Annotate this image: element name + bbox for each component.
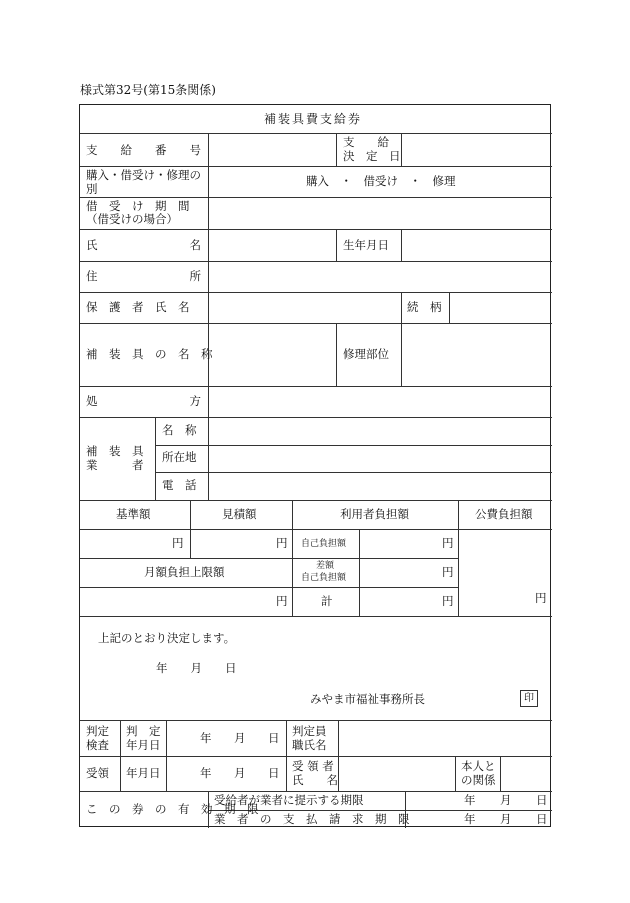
receipt-month: 月	[234, 766, 246, 780]
rule	[401, 133, 402, 166]
label-public-burden: 公費負担額	[475, 507, 533, 521]
rule	[338, 720, 339, 791]
rule	[80, 616, 552, 617]
claim-day: 日	[536, 812, 548, 826]
label-relation-to-person: 本人と	[461, 759, 496, 773]
form-title: 補装具費支給券	[264, 112, 363, 126]
rule	[80, 417, 552, 418]
estimate-amount-yen: 円	[276, 536, 288, 550]
label-judgement-date-2: 年月日	[126, 738, 161, 752]
receipt-year: 年	[200, 766, 212, 780]
label-judge-2: 職氏名	[292, 738, 327, 752]
rule	[208, 810, 552, 811]
difference-yen: 円	[442, 565, 454, 579]
receipt-day: 日	[268, 766, 280, 780]
presentation-year: 年	[464, 793, 476, 807]
label-judgement: 判定	[86, 724, 109, 738]
label-vendor-name: 名 称	[162, 423, 197, 437]
label-standard-amount: 基準額	[116, 507, 151, 521]
rule	[80, 791, 552, 792]
label-recipient: 受 領 者	[292, 759, 334, 773]
rule	[80, 529, 552, 530]
label-repair-part: 修理部位	[343, 347, 389, 361]
rule	[80, 587, 458, 588]
label-receipt: 受領	[86, 766, 109, 780]
label-purchase-type: 購入・借受け・修理の別	[86, 168, 201, 196]
rule	[286, 720, 287, 791]
rule	[80, 756, 552, 757]
public-burden-yen: 円	[535, 591, 547, 605]
rule	[401, 292, 402, 323]
label-guardian-name: 保 護 者 氏 名	[86, 300, 190, 314]
label-vendor: 補 装 具	[86, 444, 144, 458]
label-judgement-date: 判 定	[126, 724, 161, 738]
standard-amount-yen: 円	[172, 536, 184, 550]
label-device-name: 補 装 具 の 名 称	[86, 347, 213, 361]
rule	[401, 323, 402, 386]
rule	[80, 292, 552, 293]
rule	[80, 323, 552, 324]
rule	[80, 166, 552, 167]
rule	[208, 133, 209, 417]
rule	[80, 133, 552, 134]
rule	[455, 756, 456, 791]
support-voucher-form	[79, 104, 551, 827]
rule	[80, 197, 552, 198]
rule	[80, 386, 552, 387]
seal-mark: 印	[520, 690, 538, 707]
office-head: みやま市福祉事務所長	[310, 692, 425, 706]
claim-year: 年	[464, 812, 476, 826]
rule	[80, 229, 552, 230]
label-relation-to-person-2: の関係	[461, 773, 496, 787]
label-user-burden: 利用者負担額	[340, 507, 409, 521]
total-yen: 円	[442, 594, 454, 608]
rule	[336, 133, 337, 166]
judgement-day: 日	[268, 731, 280, 745]
label-recipient-2: 氏 名	[292, 773, 338, 787]
label-inspection: 検査	[86, 738, 109, 752]
judgement-year: 年	[200, 731, 212, 745]
rule	[190, 500, 191, 529]
decision-statement: 上記のとおり決定します。	[98, 631, 236, 645]
rule	[80, 558, 458, 559]
rule	[80, 261, 552, 262]
label-vendor-location: 所在地	[162, 450, 197, 464]
rule	[155, 445, 552, 446]
label-support-number: 支 給 番 号	[86, 143, 201, 157]
label-difference-self: 自己負担額	[301, 573, 347, 583]
rule	[155, 417, 156, 500]
rule	[80, 720, 552, 721]
label-estimate-amount: 見積額	[222, 507, 257, 521]
label-relationship: 続 柄	[407, 300, 442, 314]
label-receipt-date: 年月日	[126, 766, 161, 780]
label-address: 住 所	[86, 269, 201, 283]
label-rental-period-note: （借受けの場合）	[86, 212, 178, 226]
label-rental-period: 借 受 け 期 間	[86, 199, 190, 213]
presentation-day: 日	[536, 793, 548, 807]
rule	[359, 529, 360, 616]
rule	[292, 500, 293, 616]
rule	[120, 720, 121, 791]
rule	[190, 529, 191, 558]
decision-date: 年 月 日	[156, 661, 237, 675]
label-monthly-cap: 月額負担上限額	[144, 565, 225, 579]
label-self-burden: 自己負担額	[301, 539, 347, 549]
label-vendor-2: 業 者	[86, 458, 144, 472]
rule	[208, 417, 209, 500]
rule	[500, 756, 501, 791]
presentation-month: 月	[500, 793, 512, 807]
label-vendor-phone: 電 話	[162, 478, 197, 492]
judgement-month: 月	[234, 731, 246, 745]
label-presentation-deadline: 受給者が業者に提示する期限	[214, 793, 364, 807]
rule	[80, 500, 552, 501]
label-birthdate: 生年月日	[343, 238, 389, 252]
label-prescription: 処 方	[86, 394, 201, 408]
label-claim-deadline: 業 者 の 支 払 請 求 期 限	[214, 812, 410, 826]
label-decision-date: 支 給	[343, 135, 389, 149]
rule	[155, 472, 552, 473]
rule	[166, 720, 167, 791]
label-name: 氏 名	[86, 238, 201, 252]
form-number: 様式第32号(第15条関係)	[80, 83, 216, 97]
self-burden-yen: 円	[442, 536, 454, 550]
claim-month: 月	[500, 812, 512, 826]
rule	[336, 323, 337, 386]
label-decision-date-2: 決 定 日	[343, 149, 401, 163]
rule	[336, 229, 337, 261]
label-judge: 判定員	[292, 724, 327, 738]
label-total: 計	[321, 594, 333, 608]
rule	[458, 500, 459, 616]
purchase-type-options: 購入 ・ 借受け ・ 修理	[306, 174, 456, 188]
label-difference: 差額	[316, 561, 335, 571]
rule	[401, 229, 402, 261]
monthly-cap-yen: 円	[276, 594, 288, 608]
label-validity: こ の 券 の 有 効 期 限	[86, 802, 259, 816]
rule	[449, 292, 450, 323]
